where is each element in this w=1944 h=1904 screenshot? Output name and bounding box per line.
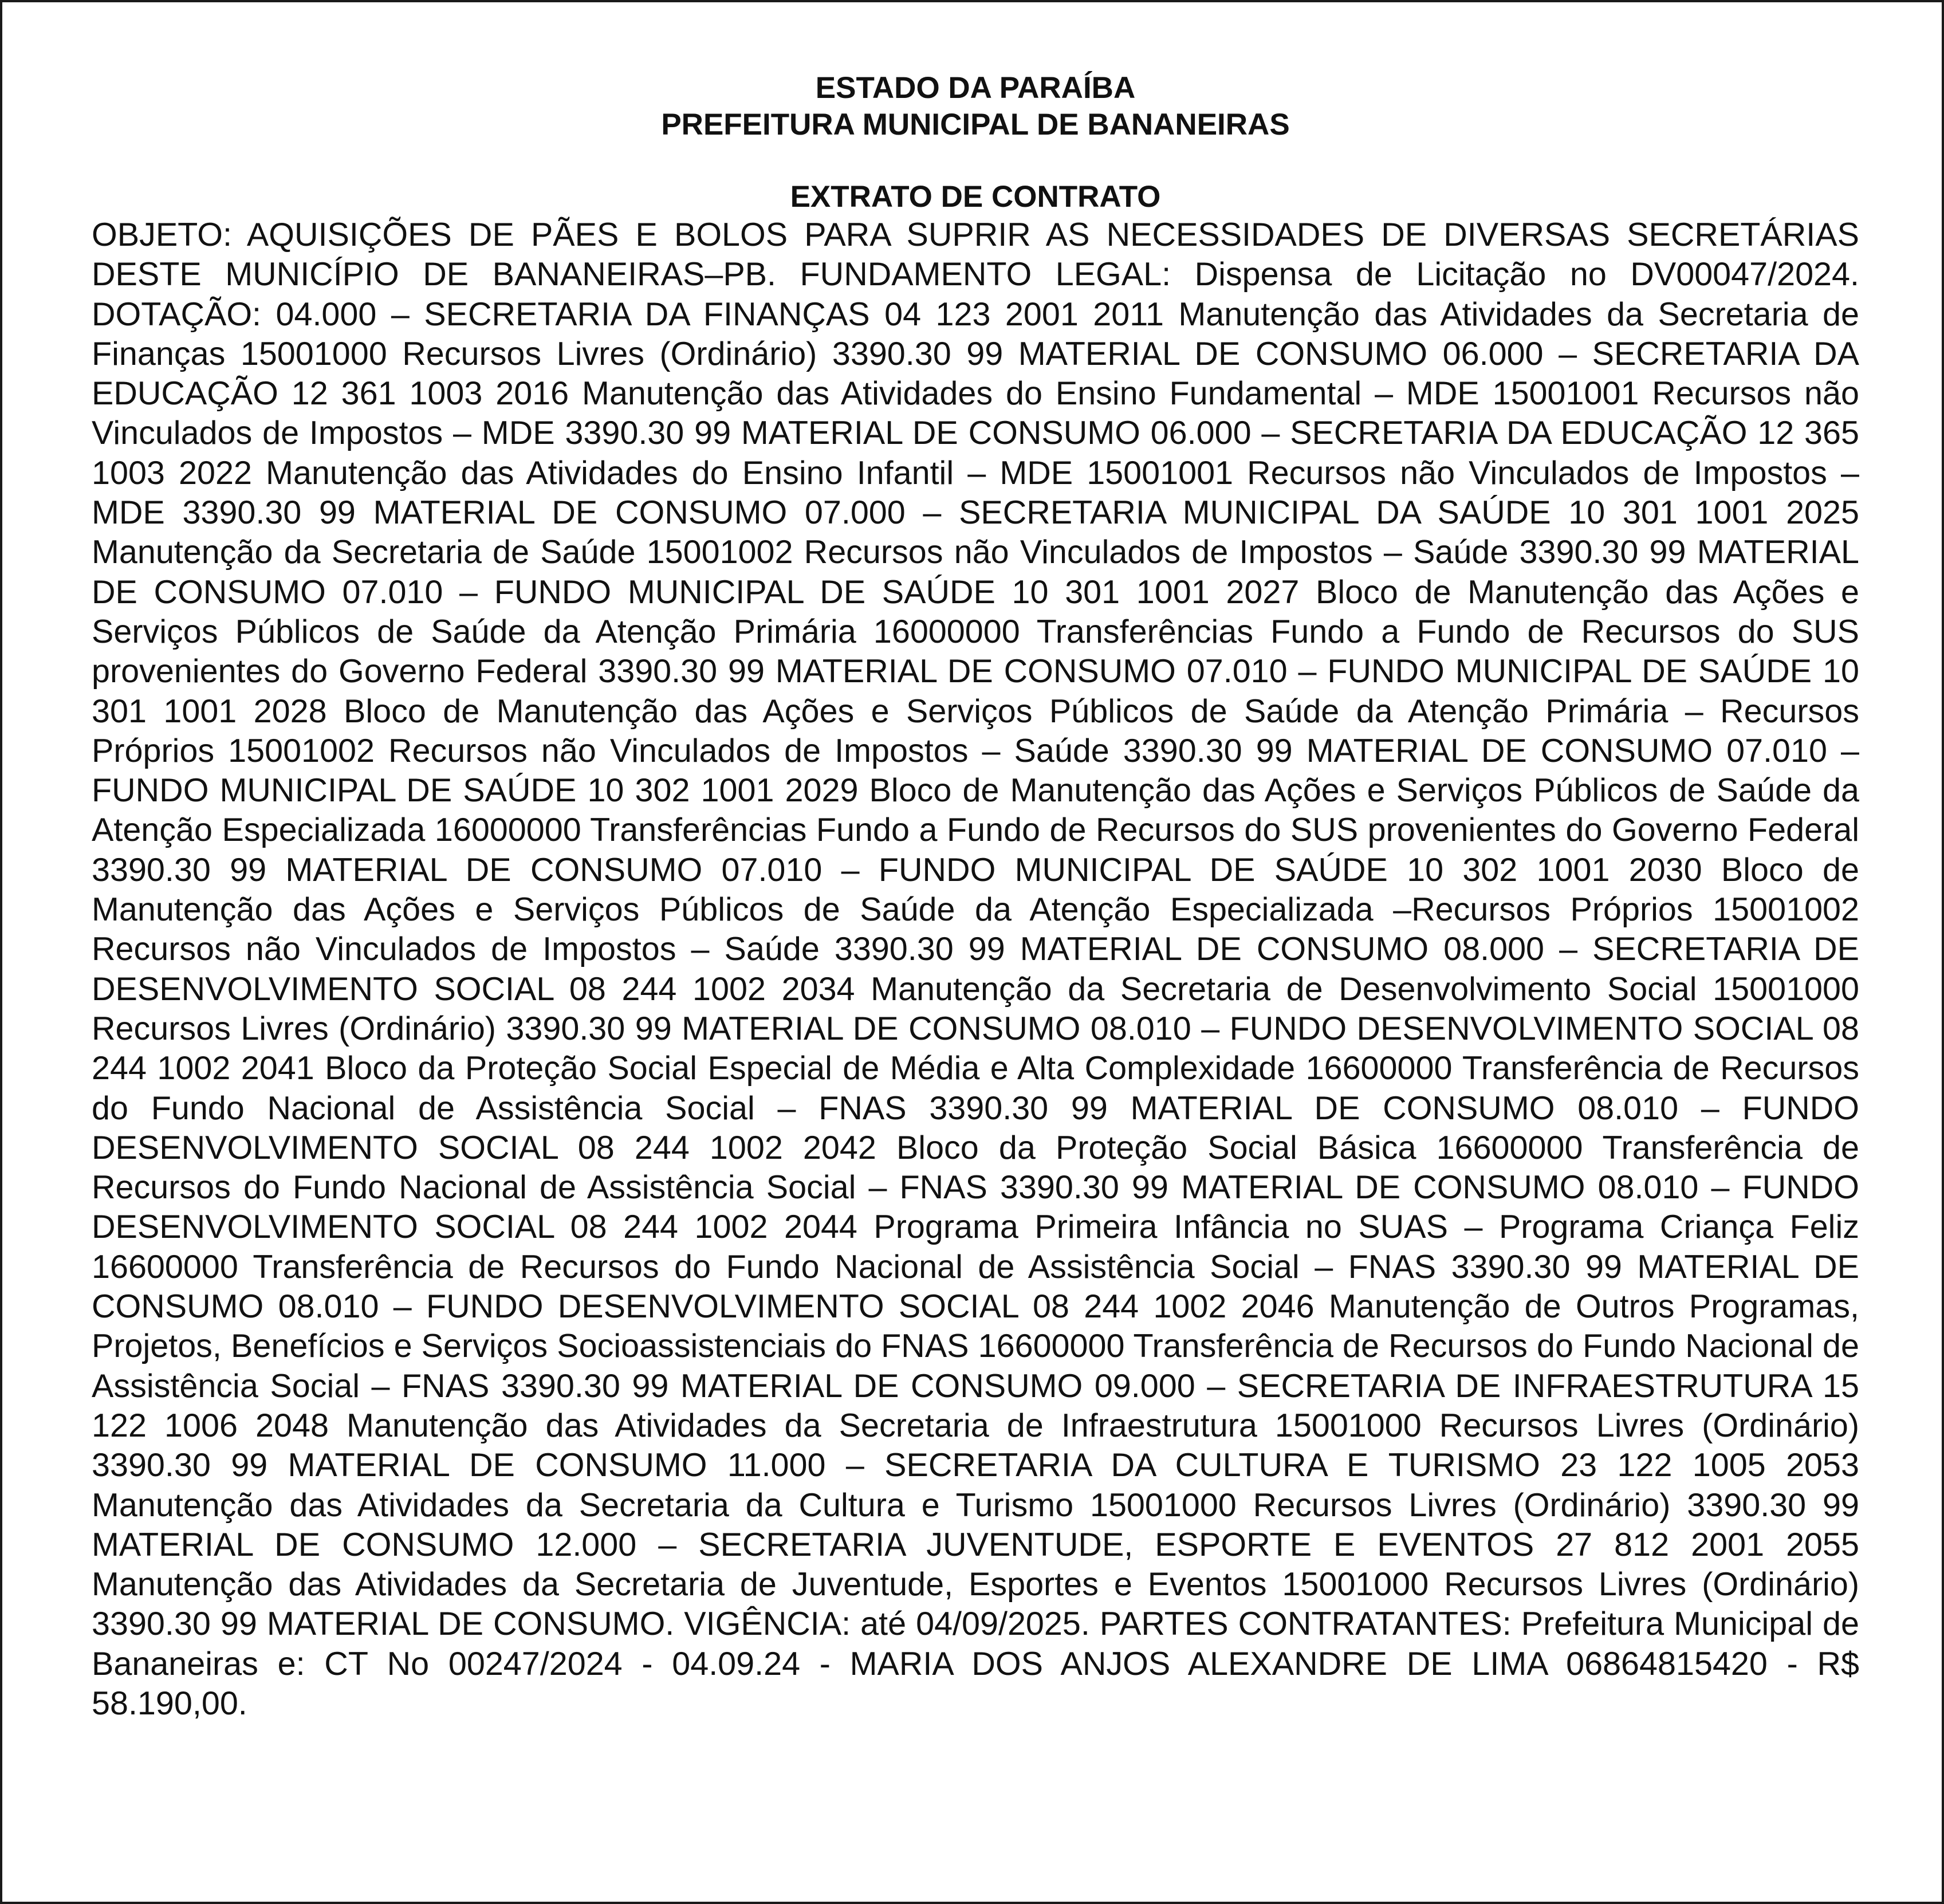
municipality-heading: PREFEITURA MUNICIPAL DE BANANEIRAS	[661, 108, 1290, 141]
document-title: EXTRATO DE CONTRATO	[790, 180, 1161, 214]
state-heading: ESTADO DA PARAÍBA	[815, 71, 1136, 105]
document-content	[92, 70, 1859, 1724]
contract-body-text: OBJETO: AQUISIÇÕES DE PÃES E BOLOS PARA SUPRIR AS NECESSIDADES DE DIVERSAS SECRETÁRIAS DESTE MUNICÍPIO DE BANANEIRAS–PB. FUNDAMENTO LEGAL: Dispensa de Licitação no DV00047/2024. DOTAÇÃO: 04.000 – SECRETARIA DA FINANÇAS 04 123 2001 2011 Manutenção das Atividades da Secretaria de Finanças 15001000 Recursos Livres (Ordinário) 3390.30 99 MATERIAL DE CONSUMO 06.000 – SECRETARIA DA EDUCAÇÃO 12 361 1003 2016 Manutenção das Atividades do Ensino Fundamental – MDE 15001001 Recursos não Vinculados de Impostos – MDE 3390.30 99 MATERIAL DE CONSUMO 06.000 – SECRETARIA DA EDUCAÇÃO 12 365 1003 2022 Manutenção das Atividades do Ensino Infantil – MDE 15001001 Recursos não Vinculados de Impostos – MDE 3390.30 99 MATERIAL DE CONSUMO 07.000 – SECRETARIA MUNICIPAL DA SAÚDE 10 301 1001 2025 Manutenção da Secretaria de Saúde 15001002 Recursos não Vinculados de Impostos – Saúde 3390.30 99 MATERIAL DE CONSUMO 07.010 – FUNDO MUNICIPAL DE SAÚDE 10 301 1001 2027 Bloco de Manutenção das Ações e Serviços Públicos de Saúde da Atenção Primária 16000000 Transferências Fundo a Fundo de Recursos do SUS provenientes do Governo Federal 3390.30 99 MATERIAL DE CONSUMO 07.010 – FUNDO MUNICIPAL DE SAÚDE 10 301 1001 2028 Bloco de Manutenção das Ações e Serviços Públicos de Saúde da Atenção Primária – Recursos Próprios 15001002 Recursos não Vinculados de Impostos – Saúde 3390.30 99 MATERIAL DE CONSUMO 07.010 – FUNDO MUNICIPAL DE SAÚDE 10 302 1001 2029 Bloco de Manutenção das Ações e Serviços Públicos de Saúde da Atenção Especializada 16000000 Transferências Fundo a Fundo de Recursos do SUS provenientes do Governo Federal 3390.30 99 MATERIAL DE CONSUMO 07.010 – FUNDO MUNICIPAL DE SAÚDE 10 302 1001 2030 Bloco de Manutenção das Ações e Serviços Públicos de Saúde da Atenção Especializada –Recursos Próprios 15001002 Recursos não Vinculados de Impostos – Saúde 3390.30 99 MATERIAL DE CONSUMO 08.000 – SECRETARIA DE DESENVOLVIMENTO SOCIAL 08 244 1002 2034 Manutenção da Secretaria de Desenvolvimento Social 15001000 Recursos Livres (Ordinário) 3390.30 99 MATERIAL DE CONSUMO 08.010 – FUNDO DESENVOLVIMENTO SOCIAL 08 244 1002 2041 Bloco da Proteção Social Especial de Média e Alta Complexidade 16600000 Transferência de Recursos do Fundo Nacional de Assistência Social – FNAS 3390.30 99 MATERIAL DE CONSUMO 08.010 – FUNDO DESENVOLVIMENTO SOCIAL 08 244 1002 2042 Bloco da Proteção Social Básica 16600000 Transferência de Recursos do Fundo Nacional de Assistência Social – FNAS 3390.30 99 MATERIAL DE CONSUMO 08.010 – FUNDO DESENVOLVIMENTO SOCIAL 08 244 1002 2044 Programa Primeira Infância no SUAS – Programa Criança Feliz 16600000 Transferência de Recursos do Fundo Nacional de Assistência Social – FNAS 3390.30 99 MATERIAL DE CONSUMO 08.010 – FUNDO DESENVOLVIMENTO SOCIAL 08 244 1002 2046 Manutenção de Outros Programas, Projetos, Benefícios e Serviços Socioassistenciais do FNAS 16600000 Transferência de Recursos do Fundo Nacional de Assistência Social – FNAS 3390.30 99 MATERIAL DE CONSUMO 09.000 – SECRETARIA DE INFRAESTRUTURA 15 122 1006 2048 Manutenção das Atividades da Secretaria de Infraestrutura 15001000 Recursos Livres (Ordinário) 3390.30 99 MATERIAL DE CONSUMO 11.000 – SECRETARIA DA CULTURA E TURISMO 23 122 1005 2053 Manutenção das Atividades da Secretaria da Cultura e Turismo 15001000 Recursos Livres (Ordinário) 3390.30 99 MATERIAL DE CONSUMO 12.000 – SECRETARIA JUVENTUDE, ESPORTE E EVENTOS 27 812 2001 2055 Manutenção das Atividades da Secretaria de Juventude, Esportes e Eventos 15001000 Recursos Livres (Ordinário) 3390.30 99 MATERIAL DE CONSUMO. VIGÊNCIA: até 04/09/2025. PARTES CONTRATANTES: Prefeitura Municipal de Bananeiras e: CT No 00247/2024 - 04.09.24 - MARIA DOS ANJOS ALEXANDRE DE LIMA 06864815420 - R$ 58.190,00.	[92, 217, 1859, 1722]
